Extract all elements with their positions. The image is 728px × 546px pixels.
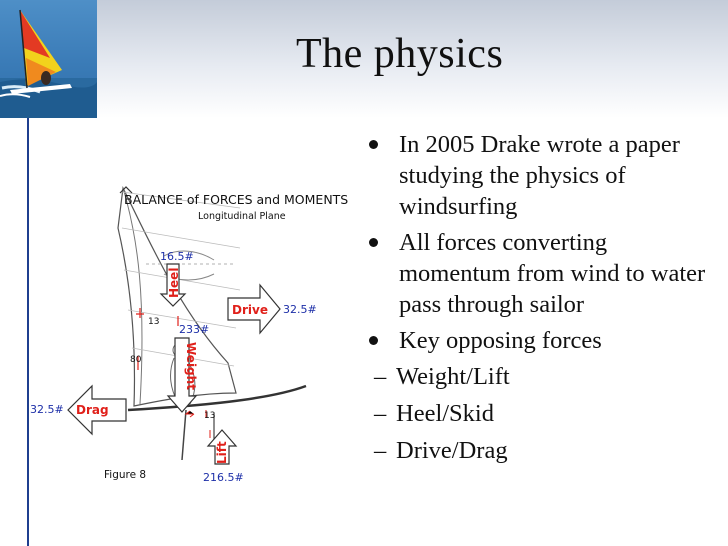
lift-label: Lift <box>215 441 229 464</box>
figure-subtitle: Longitudinal Plane <box>198 211 286 222</box>
heel-value: 16.5# <box>160 250 194 263</box>
bullet-text: Key opposing forces <box>399 327 602 354</box>
drag-label: Drag <box>76 403 109 417</box>
sub-bullet-item <box>366 435 706 466</box>
sub-bullet-item <box>366 361 706 392</box>
drive-label: Drive <box>232 303 268 317</box>
bullet-item <box>366 227 706 320</box>
sub-bullet-text: Heel/Skid <box>396 400 494 427</box>
windsurfer-photo <box>0 0 97 118</box>
figure-title: BALANCE of FORCES and MOMENTS <box>124 192 349 207</box>
bullet-dot <box>369 238 378 247</box>
bullet-item <box>366 325 706 356</box>
sub-bullet-item <box>366 398 706 429</box>
sub-bullet-text: Drive/Drag <box>396 437 508 464</box>
bullet-text: In 2005 Drake wrote a paper studying the physics of windsurfing <box>399 131 680 220</box>
bullet-dot <box>369 336 378 345</box>
lift-value: 216.5# <box>203 471 244 484</box>
sub-bullet-marker: – <box>374 437 387 464</box>
sub-bullet-marker: – <box>374 400 387 427</box>
heel-label: Heel <box>167 267 181 298</box>
figure-caption: Figure 8 <box>104 469 147 481</box>
dimension-label-1: 13 <box>148 317 160 327</box>
drag-value: 32.5# <box>30 403 64 416</box>
dimension-label-2: 80 <box>130 355 142 365</box>
dimension-label-3: 13 <box>204 411 216 421</box>
bullet-dot <box>369 140 378 149</box>
bullet-list <box>366 129 706 472</box>
bullet-item <box>366 129 706 222</box>
bullet-text: All forces converting momentum from wind to water pass through sailor <box>399 229 706 318</box>
weight-value: 233# <box>179 323 210 336</box>
sub-bullet-text: Weight/Lift <box>396 363 510 390</box>
drive-value: 32.5# <box>283 303 317 316</box>
force-diagram <box>28 178 360 488</box>
slide-title: The physics <box>296 31 504 77</box>
weight-label: Weight <box>184 342 198 390</box>
sub-bullet-marker: – <box>374 363 387 390</box>
